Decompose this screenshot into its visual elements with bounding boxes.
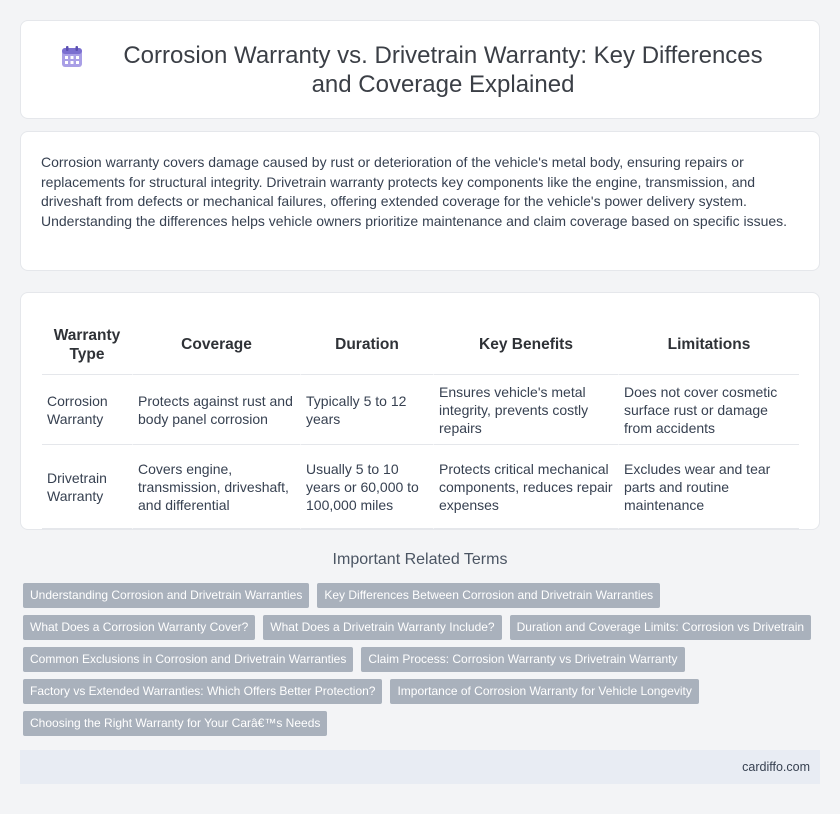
- page-title: Corrosion Warranty vs. Drivetrain Warranty: Key Differences and Coverage Explained: [123, 41, 763, 98]
- calendar-icon: [60, 45, 84, 69]
- table-cell: Usually 5 to 10 years or 60,000 to 100,000 miles: [301, 445, 434, 529]
- comparison-table-card: [20, 292, 820, 530]
- table-cell: Drivetrain Warranty: [42, 445, 133, 529]
- header-limitations: Limitations: [619, 313, 799, 375]
- table-cell: Typically 5 to 12 years: [301, 375, 434, 445]
- table-cell: Protects against rust and body panel corrosion: [133, 375, 301, 445]
- table-cell: Covers engine, transmission, driveshaft, and differential: [133, 445, 301, 529]
- table-cell: Ensures vehicle's metal integrity, prevents costly repairs: [434, 375, 619, 445]
- related-terms-tags: [23, 583, 813, 743]
- related-term-tag[interactable]: What Does a Corrosion Warranty Cover?: [23, 615, 255, 640]
- header-warranty-type: Warranty Type: [42, 313, 133, 375]
- table-row: [42, 375, 799, 445]
- table-cell: Corrosion Warranty: [42, 375, 133, 445]
- intro-card: [20, 131, 820, 271]
- header-coverage: Coverage: [133, 313, 301, 375]
- related-term-tag[interactable]: Factory vs Extended Warranties: Which Offers Better Protection?: [23, 679, 382, 704]
- related-term-tag[interactable]: Choosing the Right Warranty for Your Carâ€™s Needs: [23, 711, 327, 736]
- comparison-table: [42, 313, 799, 529]
- table-header-row: [42, 313, 799, 375]
- intro-text: Corrosion warranty covers damage caused by rust or deterioration of the vehicle's metal body, ensuring repairs or replacements for structural integrity. Drivetrain warranty protects key components like the engine, transmission, and driveshaft from defects or mechanical failures, offering extended coverage for the vehicle's power delivery system. Understanding the differences helps vehicle owners prioritize maintenance and claim coverage based on specific issues.: [41, 154, 788, 229]
- related-term-tag[interactable]: Claim Process: Corrosion Warranty vs Drivetrain Warranty: [361, 647, 684, 672]
- related-term-tag[interactable]: Importance of Corrosion Warranty for Vehicle Longevity: [390, 679, 698, 704]
- table-row: [42, 445, 799, 529]
- related-term-tag[interactable]: Key Differences Between Corrosion and Drivetrain Warranties: [317, 583, 660, 608]
- table-cell: Protects critical mechanical components, reduces repair expenses: [434, 445, 619, 529]
- header-key-benefits: Key Benefits: [434, 313, 619, 375]
- title-card: [20, 20, 820, 119]
- table-cell: Excludes wear and tear parts and routine maintenance: [619, 445, 799, 529]
- header-duration: Duration: [301, 313, 434, 375]
- related-term-tag[interactable]: Understanding Corrosion and Drivetrain Warranties: [23, 583, 309, 608]
- related-term-tag[interactable]: What Does a Drivetrain Warranty Include?: [263, 615, 501, 640]
- footer: [20, 750, 820, 784]
- footer-site-link[interactable]: cardiffo.com: [742, 760, 810, 774]
- related-term-tag[interactable]: Duration and Coverage Limits: Corrosion vs Drivetrain: [510, 615, 811, 640]
- related-terms-heading: Important Related Terms: [332, 551, 508, 568]
- table-cell: Does not cover cosmetic surface rust or damage from accidents: [619, 375, 799, 445]
- related-term-tag[interactable]: Common Exclusions in Corrosion and Drivetrain Warranties: [23, 647, 353, 672]
